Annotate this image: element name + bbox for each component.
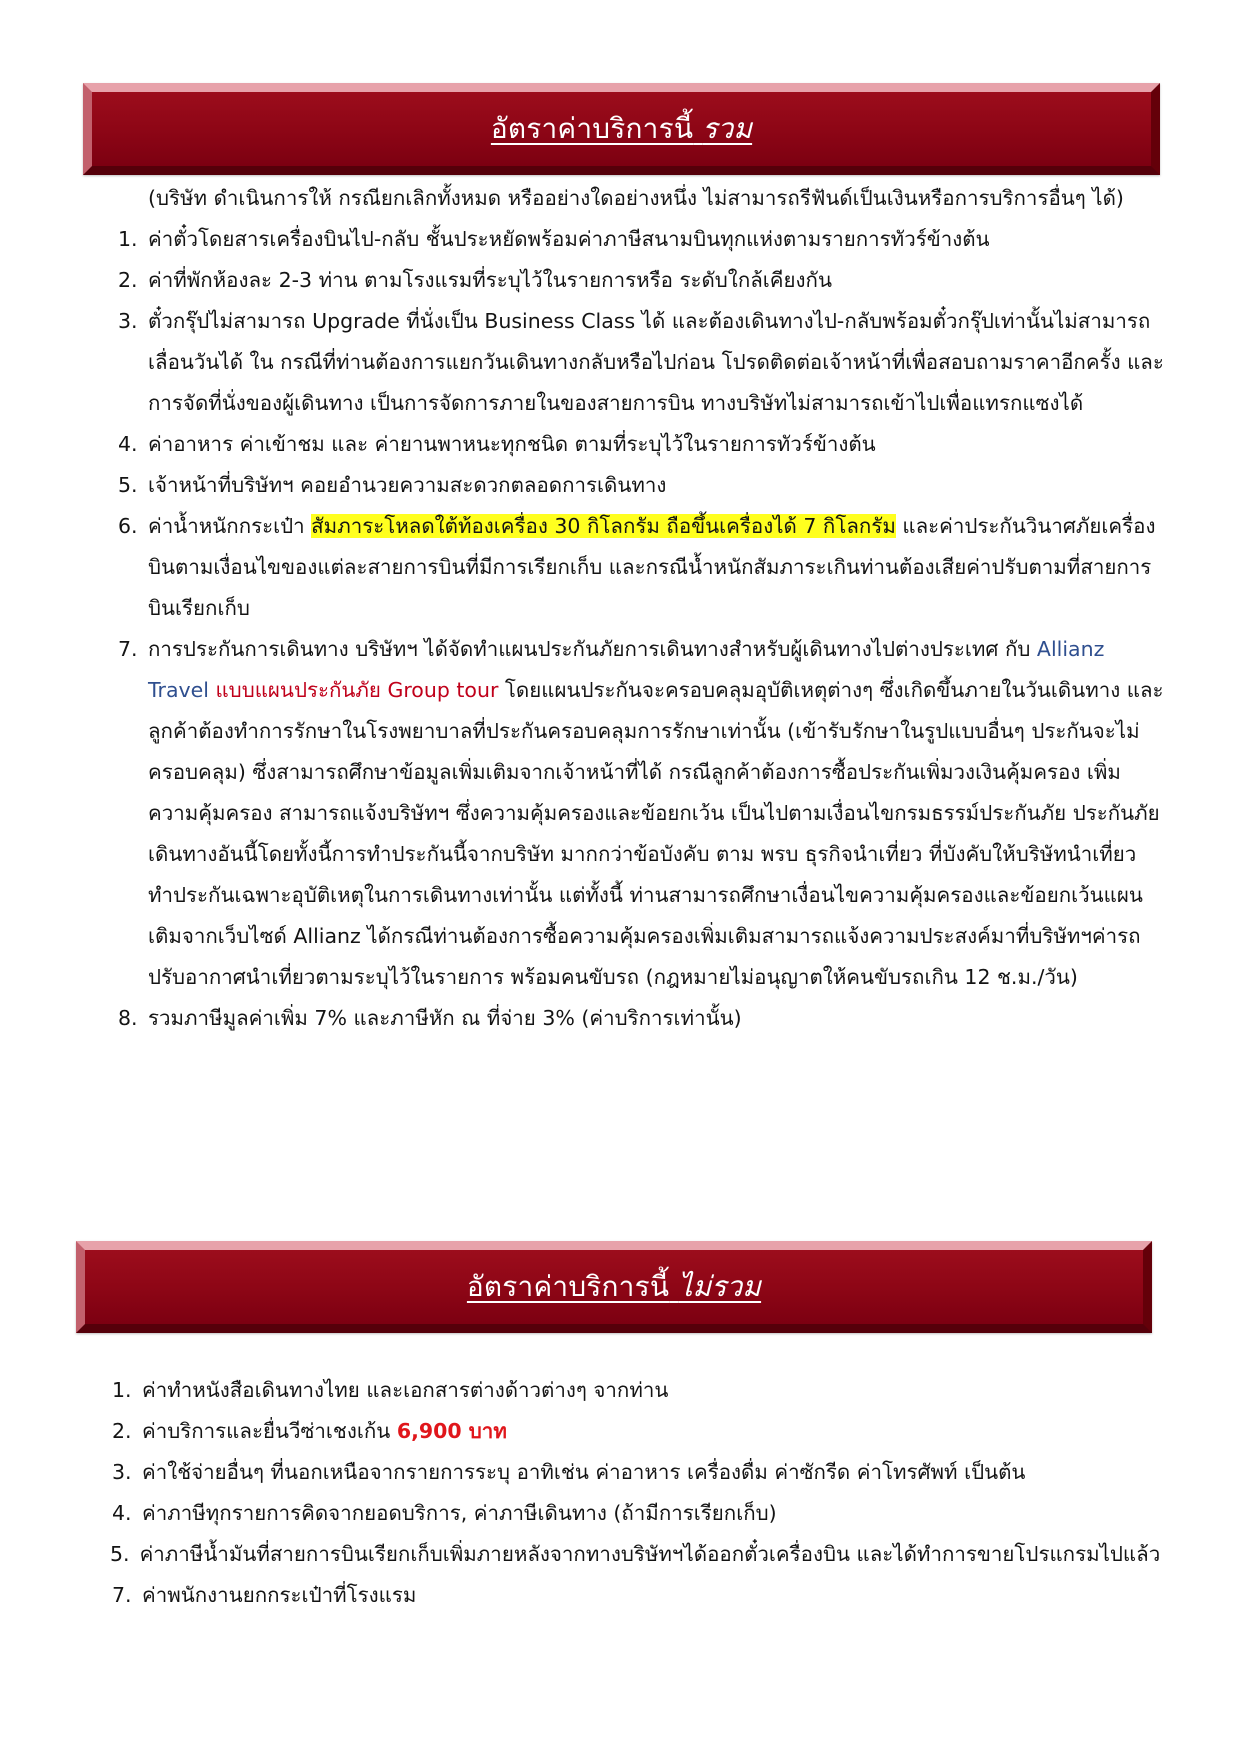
item-text: ตั๋วกรุ๊ปไม่สามารถ Upgrade ที่นั่งเป็น Business Class ได้ และต้องเดินทางไป-กลับพร้อมตั๋วกรุ๊ปเท่านั้นไม่สามารถเลื่อนวันได้ ใน กรณีที่ท่านต้องการแยกวันเดินทางกลับหรือไปก่อน โปรดติดต่อเจ้าหน้าที่เพื่อสอบถามราคาอีกครั้ง และการจัดที่นั่งของผู้เดินทาง เป็นการจัดการภายในของสายการบิน ทางบริษัทไม่สามารถเข้าไปเพื่อแทรกแซงได้ (148, 309, 1164, 415)
item-text-pre: การประกันการเดินทาง บริษัทฯ ได้จัดทำแผนประกันภัยการเดินทางสำหรับผู้เดินทางไปต่างประเทศ กับ (148, 637, 1037, 661)
item-number: 6. (118, 514, 138, 538)
item-number: 7. (118, 637, 138, 661)
excluded-item-3 (110, 1452, 1164, 1493)
item-text-post: และค่าประกันวินาศภัยเครื่องบินตามเงื่อนไขของแต่ละสายการบินที่มีการเรียกเก็บ และกรณีน้ำหนักสัมภาระเกินท่านต้องเสียค่าปรับตามที่สายการบินเรียกเก็บ (148, 514, 1156, 620)
insurer-name: Allianz Travel (148, 637, 1105, 702)
visa-fee-amount: 6,900 บาท (396, 1419, 507, 1443)
excluded-banner (76, 1241, 1152, 1333)
included-banner (83, 83, 1160, 175)
included-item-2 (116, 260, 1164, 301)
excluded-banner-title-main: อัตราค่าบริการนี้ (466, 1270, 670, 1303)
item-number: 5. (110, 1542, 130, 1566)
item-text: ค่าภาษีทุกรายการคิดจากยอดบริการ, ค่าภาษีเดินทาง (ถ้ามีการเรียกเก็บ) (142, 1501, 777, 1525)
item-text (148, 637, 1164, 989)
excluded-item-2 (110, 1411, 1164, 1452)
excluded-banner-title (467, 1265, 761, 1309)
excluded-banner-inner (85, 1250, 1143, 1324)
excluded-section (110, 1370, 1164, 1616)
included-banner-title-main: อัตราค่าบริการนี้ (490, 112, 694, 145)
included-item-6 (116, 506, 1164, 629)
item-number: 3. (112, 1460, 132, 1484)
included-item-7 (116, 629, 1164, 998)
excluded-banner-title-emph: ไม่รวม (678, 1270, 762, 1303)
item-text (148, 514, 1155, 620)
item-text-pre: ค่าน้ำหนักกระเป๋า (148, 514, 312, 538)
included-banner-title-emph: รวม (702, 112, 753, 145)
item-text: เจ้าหน้าที่บริษัทฯ คอยอำนวยความสะดวกตลอดการเดินทาง (148, 473, 667, 497)
item-number: 8. (118, 1006, 138, 1030)
excluded-item-1 (110, 1370, 1164, 1411)
baggage-highlight: สัมภาระโหลดใต้ท้องเครื่อง 30 กิโลกรัม ถือขึ้นเครื่องได้ 7 กิโลกรัม (311, 514, 896, 538)
item-number: 1. (118, 227, 138, 251)
included-item-3 (116, 301, 1164, 424)
included-item-5 (116, 465, 1164, 506)
item-text: ค่าพนักงานยกกระเป๋าที่โรงแรม (142, 1583, 417, 1607)
included-banner-title (491, 107, 752, 151)
item-text (142, 1419, 507, 1443)
excluded-item-4 (110, 1493, 1164, 1534)
item-text: ค่าอาหาร ค่าเข้าชม และ ค่ายานพาหนะทุกชนิด ตามที่ระบุไว้ในรายการทัวร์ข้างต้น (148, 432, 876, 456)
insurance-plan-name: แบบแผนประกันภัย Group tour (208, 678, 499, 702)
included-intro: (บริษัท ดำเนินการให้ กรณียกเลิกทั้งหมด หรืออย่างใดอย่างหนึ่ง ไม่สามารถรีฟันด์เป็นเงินหรือการบริการอื่นๆ ได้) (148, 186, 1124, 210)
included-banner-inner (92, 92, 1151, 166)
excluded-item-5 (110, 1534, 1164, 1575)
item-text: ค่าที่พักห้องละ 2-3 ท่าน ตามโรงแรมที่ระบุไว้ในรายการหรือ ระดับใกล้เคียงกัน (148, 268, 832, 292)
item-text-post: โดยแผนประกันจะครอบคลุมอุบัติเหตุต่างๆ ซึ่งเกิดขึ้นภายในวันเดินทาง และลูกค้าต้องทำการรักษาในโรงพยาบาลที่ประกันครอบคลุมการรักษาเท่านั้น (เข้ารับรักษาในรูปแบบอื่นๆ ประกันจะไม่ครอบคลุม) ซึ่งสามารถศึกษาข้อมูลเพิ่มเติมจากเจ้าหน้าที่ได้ กรณีลูกค้าต้องการซื้อประกันเพิ่มวงเงินคุ้มครอง เพิ่มความคุ้มครอง สามารถแจ้งบริษัทฯ ซึ่งความคุ้มครองและข้อยกเว้น เป็นไปตามเงื่อนไขกรมธรรม์ประกันภัย ประกันภัยเดินทางอันนี้โดยทั้งนี้การทำประกันนี้จากบริษัท มากกว่าข้อบังคับ ตาม พรบ ธุรกิจนำเที่ยว ที่บังคับให้บริษัทนำเที่ยว ทำประกันเฉพาะอุบัติเหตุในการเดินทางเท่านั้น แต่ทั้งนี้ ท่านสามารถศึกษาเงื่อนไขความคุ้มครองและข้อยกเว้นแผนเติมจากเว็บไซด์ Allianz ได้กรณีท่านต้องการซื้อความคุ้มครองเพิ่มเติมสามารถแจ้งความประสงค์มาที่บริษัทฯค่ารถปรับอากาศนำเที่ยวตามระบุไว้ในรายการ พร้อมคนขับรถ (กฎหมายไม่อนุญาตให้คนขับรถเกิน 12 ช.ม./วัน) (148, 678, 1164, 989)
item-text: ค่าตั๋วโดยสารเครื่องบินไป-กลับ ชั้นประหยัดพร้อมค่าภาษีสนามบินทุกแห่งตามรายการทัวร์ข้างต้น (148, 227, 990, 251)
included-item-8 (116, 998, 1164, 1039)
item-text: ค่าทำหนังสือเดินทางไทย และเอกสารต่างด้าวต่างๆ จากท่าน (142, 1378, 669, 1402)
item-text: ค่าใช้จ่ายอื่นๆ ที่นอกเหนือจากรายการระบุ อาทิเช่น ค่าอาหาร เครื่องดื่ม ค่าซักรีด ค่าโทรศัพท์ เป็นต้น (142, 1460, 1026, 1484)
item-text: ค่าภาษีน้ำมันที่สายการบินเรียกเก็บเพิ่มภายหลังจากทางบริษัทฯได้ออกตั๋วเครื่องบิน และได้ทำการขายโปรแกรมไปแล้ว (139, 1542, 1161, 1566)
included-section (116, 178, 1164, 1039)
included-item-4 (116, 424, 1164, 465)
item-text: รวมภาษีมูลค่าเพิ่ม 7% และภาษีหัก ณ ที่จ่าย 3% (ค่าบริการเท่านั้น) (148, 1006, 742, 1030)
item-number: 7. (112, 1583, 132, 1607)
item-number: 5. (118, 473, 138, 497)
item-number: 2. (118, 268, 138, 292)
item-text-pre: ค่าบริการและยื่นวีซ่าเชงเก้น (142, 1419, 397, 1443)
item-number: 3. (118, 309, 138, 333)
included-item-1 (116, 219, 1164, 260)
item-number: 2. (112, 1419, 132, 1443)
item-number: 4. (118, 432, 138, 456)
excluded-item-7 (110, 1575, 1164, 1616)
item-number: 4. (112, 1501, 132, 1525)
item-number: 1. (112, 1378, 132, 1402)
